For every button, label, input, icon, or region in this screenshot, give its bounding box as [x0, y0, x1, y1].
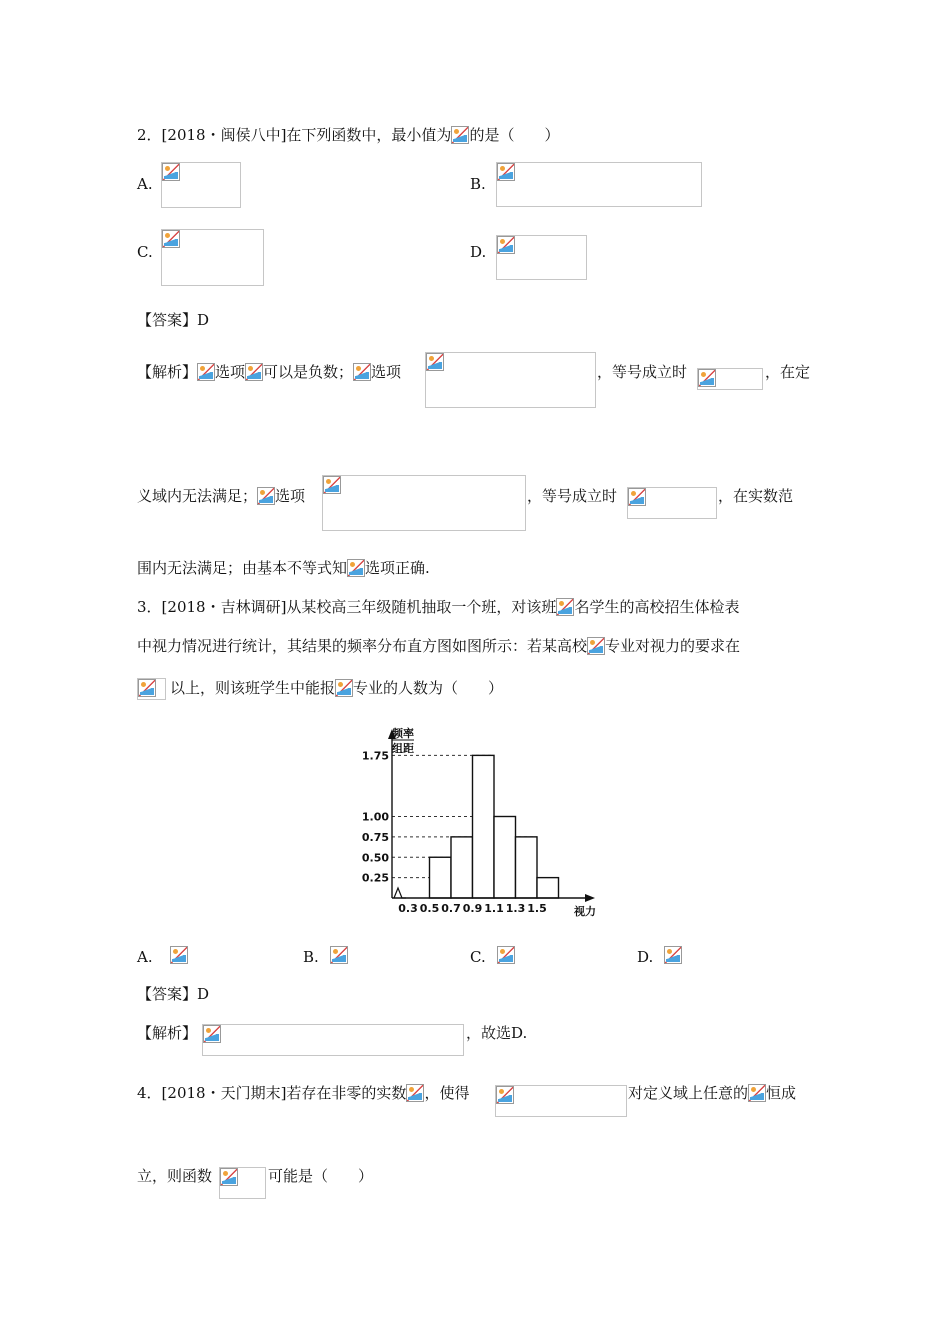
q2-analysis-text: ，在实数范 — [718, 487, 794, 505]
q3-stem-line2 — [137, 636, 740, 656]
q2-analysis-formula-c — [322, 475, 526, 531]
formula-image-icon — [748, 1084, 766, 1102]
formula-image-icon — [664, 946, 682, 964]
formula-image-icon — [496, 1086, 514, 1104]
x-tick-label: 1.3 — [505, 902, 526, 915]
q3-option-b-label: B. — [303, 948, 319, 966]
q3-stem-text: 专业对视力的要求在 — [605, 637, 741, 655]
q2-analysis-text: 围内无法满足；由基本不等式知 — [137, 559, 348, 577]
formula-image-icon — [197, 363, 215, 381]
q4-stem-line2b: 可能是（ ） — [268, 1167, 374, 1185]
q2-option-b-image — [496, 162, 702, 207]
frequency-histogram — [345, 715, 605, 920]
formula-image-icon — [162, 163, 180, 181]
q3-analysis-text: ，故选D. — [466, 1024, 528, 1042]
histogram-bar — [430, 857, 452, 898]
histogram-bar — [516, 837, 538, 898]
formula-image-icon — [330, 946, 348, 964]
formula-image-icon — [628, 488, 646, 506]
formula-image-icon — [203, 1025, 221, 1043]
formula-image-icon — [257, 487, 275, 505]
y-tick-label: 0.25 — [361, 871, 389, 885]
q3-stem-text: 中视力情况进行统计，其结果的频率分布直方图如图所示：若某高校 — [137, 637, 588, 655]
q2-analysis-text: ，等号成立时 — [527, 487, 618, 505]
q2-analysis-line2 — [137, 486, 305, 506]
y-tick-label: 1.75 — [361, 749, 389, 763]
q2-analysis-text: ，在定 — [765, 363, 811, 381]
q2-stem-pre: 2．[2018・闽侯八中]在下列函数中，最小值为 — [137, 126, 452, 144]
formula-image-icon — [245, 363, 263, 381]
histogram-bar — [537, 878, 559, 898]
q3-stem-text: 以上，则该班学生中能报 — [170, 679, 336, 697]
formula-image-icon — [426, 353, 444, 371]
y-tick-label: 0.75 — [361, 830, 389, 844]
q2-analysis-text: 可以是负数； — [263, 363, 354, 381]
x-tick-label: 0.7 — [441, 902, 461, 915]
histogram-bar — [451, 837, 473, 898]
q2-analysis-text: ，等号成立时 — [597, 363, 688, 381]
q2-option-a-label: A. — [137, 175, 153, 193]
q3-option-a-label: A. — [137, 948, 153, 966]
q2-option-b-label: B. — [470, 175, 486, 193]
q3-analysis-formula — [202, 1024, 464, 1056]
formula-image-icon — [353, 363, 371, 381]
y-axis-label-top: 频率 — [392, 727, 414, 740]
formula-image-icon — [335, 679, 353, 697]
q4-stem-formula — [495, 1085, 627, 1117]
q2-option-c-label: C. — [137, 243, 153, 261]
q2-option-d-label: D. — [470, 243, 487, 261]
q3-analysis-label: 【解析】 — [137, 1024, 198, 1042]
x-tick-label: 1.5 — [527, 902, 547, 915]
formula-image-icon — [497, 236, 515, 254]
q3-option-c-label: C. — [470, 948, 486, 966]
formula-image-icon — [347, 559, 365, 577]
formula-image-icon — [406, 1084, 424, 1102]
formula-image-icon — [587, 637, 605, 655]
q2-stem — [137, 125, 559, 145]
q2-analysis-text: 选项 — [275, 487, 306, 505]
x-tick-label: 0.5 — [419, 902, 440, 915]
y-tick-label: 1.00 — [361, 810, 389, 824]
x-tick-label: 1.1 — [484, 902, 504, 915]
q3-stem-text: 专业的人数为（ ） — [353, 679, 504, 697]
x-tick-label: 0.3 — [398, 902, 418, 915]
histogram-bars — [430, 755, 559, 898]
formula-image-icon — [698, 369, 716, 387]
histogram-bar — [473, 755, 495, 898]
x-axis-label: 视力 — [574, 905, 596, 918]
q3-stem-text: 3．[2018・吉林调研]从某校高三年级随机抽取一个班，对该班 — [137, 598, 557, 616]
q2-analysis-text: 选项正确. — [365, 559, 430, 577]
axis-break — [394, 888, 406, 898]
q4-stem-text: 恒成 — [766, 1084, 797, 1102]
q3-stem-line3 — [170, 678, 503, 698]
q4-stem-text: 4．[2018・天门期末]若存在非零的实数 — [137, 1084, 407, 1102]
y-axis-label-bottom: 组距 — [392, 742, 414, 755]
formula-image-icon — [451, 126, 469, 144]
q2-analysis-text: 选项 — [215, 363, 246, 381]
q2-analysis-line1 — [137, 362, 401, 382]
x-axis-arrow — [585, 894, 595, 902]
q4-stem-text: ，使得 — [424, 1084, 470, 1102]
q2-analysis-text: 选项 — [371, 363, 402, 381]
formula-image-icon — [170, 946, 188, 964]
analysis-label: 【解析】 — [137, 363, 198, 381]
q4-stem-line2a: 立，则函数 — [137, 1167, 213, 1185]
formula-image-icon — [323, 476, 341, 494]
q2-answer: 【答案】D — [137, 311, 210, 329]
formula-image-icon — [162, 230, 180, 248]
q3-answer: 【答案】D — [137, 985, 210, 1003]
formula-image-icon — [220, 1168, 238, 1186]
formula-image-icon — [556, 598, 574, 616]
q2-analysis-formula-b — [425, 352, 596, 408]
q2-stem-post: 的是（ ） — [469, 126, 560, 144]
q2-analysis-line3 — [137, 558, 430, 578]
q3-option-d-label: D. — [637, 948, 654, 966]
y-tick-label: 0.50 — [361, 851, 389, 865]
formula-image-icon — [497, 163, 515, 181]
q2-analysis-text: 义域内无法满足； — [137, 487, 258, 505]
histogram-bar — [494, 817, 516, 899]
q4-stem-text: 对定义域上任意的 — [628, 1084, 749, 1102]
q3-stem-text: 名学生的高校招生体检表 — [574, 598, 740, 616]
formula-image-icon — [138, 679, 156, 697]
q3-stem-line1 — [137, 597, 739, 617]
q4-stem-line1a — [137, 1083, 469, 1103]
formula-image-icon — [497, 946, 515, 964]
q4-stem-line1b — [628, 1083, 796, 1103]
x-tick-label: 0.9 — [462, 902, 483, 915]
